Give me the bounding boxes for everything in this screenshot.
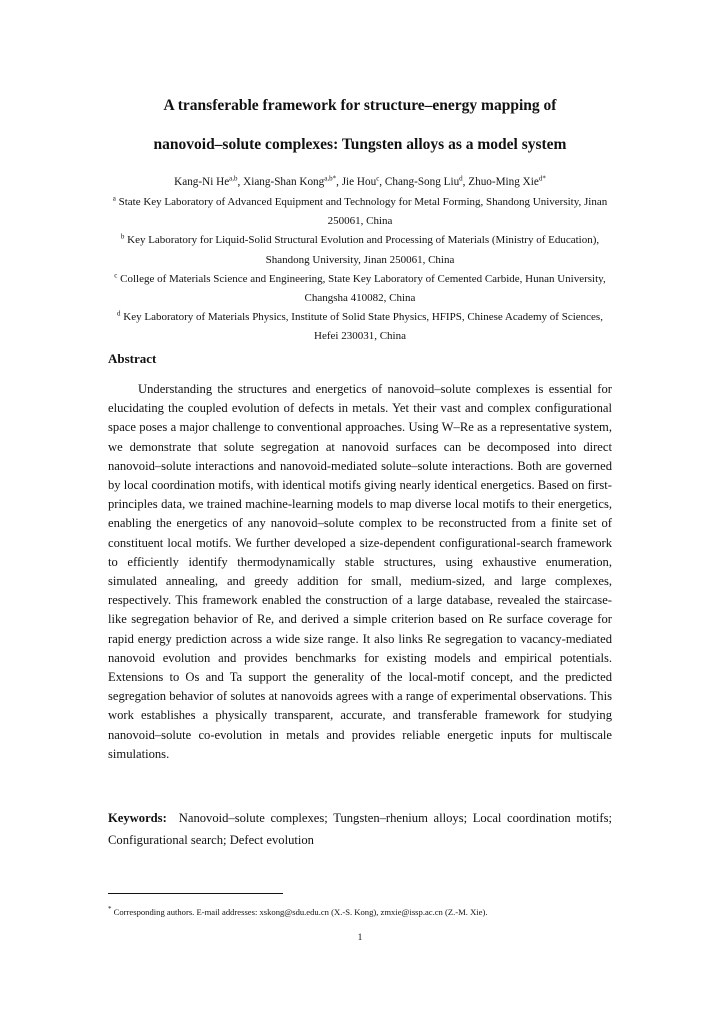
title-line-2: nanovoid–solute complexes: Tungsten alloys as a model system — [153, 136, 567, 153]
footnote-divider — [108, 893, 283, 894]
keywords-label: Keywords: — [108, 811, 167, 825]
author: Kang-Ni He$^{a,b}$, — [174, 174, 244, 188]
keywords-text: Nanovoid–solute complexes; Tungsten–rhenium alloys; Local coordination motifs; Configurational search; Defect evolution — [108, 811, 612, 847]
footnote: * Corresponding authors. E-mail addresses: xskong@sdu.edu.cn (X.-S. Kong), zmxie@issp.ac.cn (Z.-M. Xie). — [108, 905, 488, 917]
title-line-1: A transferable framework for structure–energy mapping of — [163, 97, 557, 114]
abstract-body: Understanding the structures and energetics of nanovoid–solute complexes is essential for elucidating the coupled evolution of defects in metals. Yet their vast and complex configurational space poses a major challenge to conventional approaches. Using W–Re as a representative system, we demonstrate that solute segregation at nanovoid surfaces can be decomposed into direct nanovoid–solute interactions and nanovoid-mediated solute–solute interactions. Both are governed by local coordination motifs, with identical motifs giving nearly identical energetics. Based on first-principles data, we trained machine-learning models to map diverse local motifs to their energetics, enabling the energetics of any nanovoid–solute complex to be reconstructed from a finite set of constituent local motifs. We further developed a size-dependent configurational-search framework to efficiently identify thermodynamically stable structures, using exhaustive enumeration, simulated annealing, and greedy addition for small, medium-sized, and large complexes, respectively. This framework enabled the construction of a large database, revealed the staircase-like segregation behavior of Re, and derived a simple criterion based on Re surface coverage for rapid energy prediction across a wide size range. It also links Re segregation to vacancy-mediated nanovoid evolution and provides benchmarks for existing models and empirical potentials. Extensions to Os and Ta support the generality of the local-motif concept, and the predicted segregation behavior of solutes at nanovoids agrees with a range of experimental observations. This work establishes a physically transparent, accurate, and transferable framework for studying nanovoid–solute co-evolution in metals and provides reliable energetic inputs for multiscale simulations. — [108, 382, 612, 761]
affiliation: $^c$ College of Materials Science and Engineering, State Key Laboratory of Cemented Carbide, Hunan University, Changsha 410082, China — [114, 271, 606, 305]
abstract-heading: Abstract — [108, 351, 157, 366]
affiliation-list — [108, 193, 612, 347]
affiliation: $^d$ Key Laboratory of Materials Physics, Institute of Solid State Physics, HFIPS, Chinese Academy of Sciences, Hefei 230031, China — [117, 309, 603, 343]
keywords — [108, 808, 612, 851]
author: Xiang-Shan Kong$^{a,b*}$, — [243, 174, 342, 188]
author: Zhuo-Ming Xie$^{d*}$ — [468, 174, 546, 188]
affiliation: $^a$ State Key Laboratory of Advanced Equipment and Technology for Metal Forming, Shandong University, Jinan 250061, China — [112, 194, 608, 228]
author: Jie Hou$^c$, — [341, 174, 385, 188]
author-list — [108, 174, 612, 190]
page-number: 1 — [357, 933, 363, 943]
author: Chang-Song Liu$^d$, — [384, 174, 469, 188]
affiliation: $^b$ Key Laboratory for Liquid-Solid Structural Evolution and Processing of Materials (Ministry of Education), Shandong University, Jinan 250061, China — [120, 232, 600, 266]
